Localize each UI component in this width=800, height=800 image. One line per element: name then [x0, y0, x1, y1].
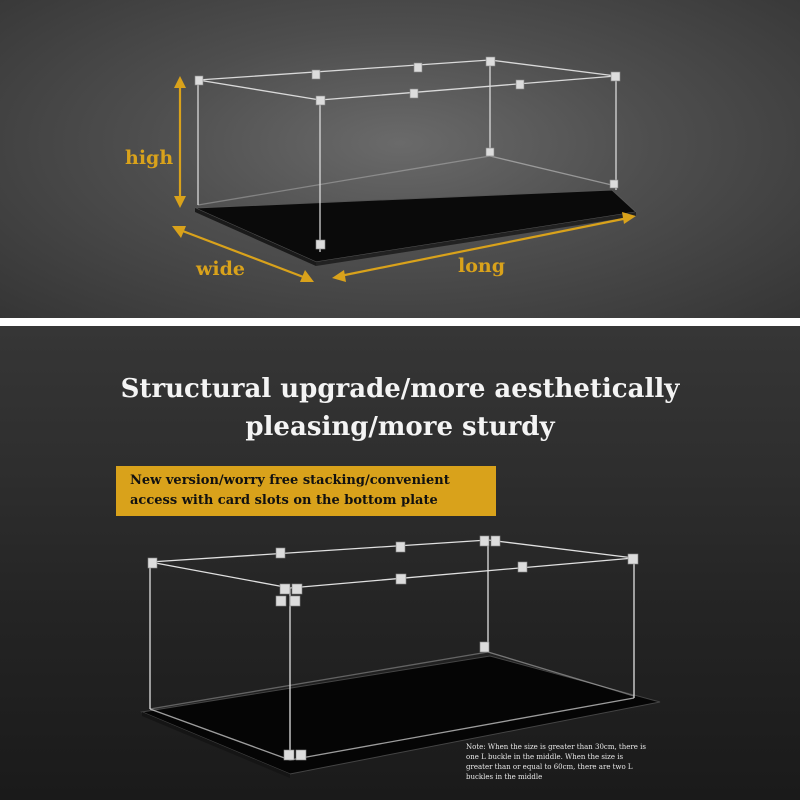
banner-line-1: New version/worry free stacking/convenient: [130, 473, 450, 488]
acrylic-case-dimension-diagram: [0, 0, 800, 318]
banner-line-2: access with card slots on the bottom plate: [130, 493, 438, 508]
headline-line-2: pleasing/more sturdy: [245, 412, 555, 442]
note-line-4: buckles in the middle: [466, 773, 543, 781]
structural-upgrade-panel: [0, 326, 800, 800]
long-label: long: [458, 255, 505, 277]
note-line-1: Note: When the size is greater than 30cm, there is: [466, 743, 646, 751]
wide-label: wide: [196, 258, 245, 280]
note-line-2: one L buckle in the middle. When the size is: [466, 753, 624, 761]
dimensions-panel: [0, 0, 800, 318]
headline-line-1: Structural upgrade/more aesthetically: [120, 374, 680, 404]
acrylic-display-case-icon: [0, 326, 800, 800]
note-line-3: greater than or equal to 60cm, there are two L: [466, 763, 633, 771]
high-label: high: [125, 147, 174, 169]
size-note: [466, 742, 786, 782]
